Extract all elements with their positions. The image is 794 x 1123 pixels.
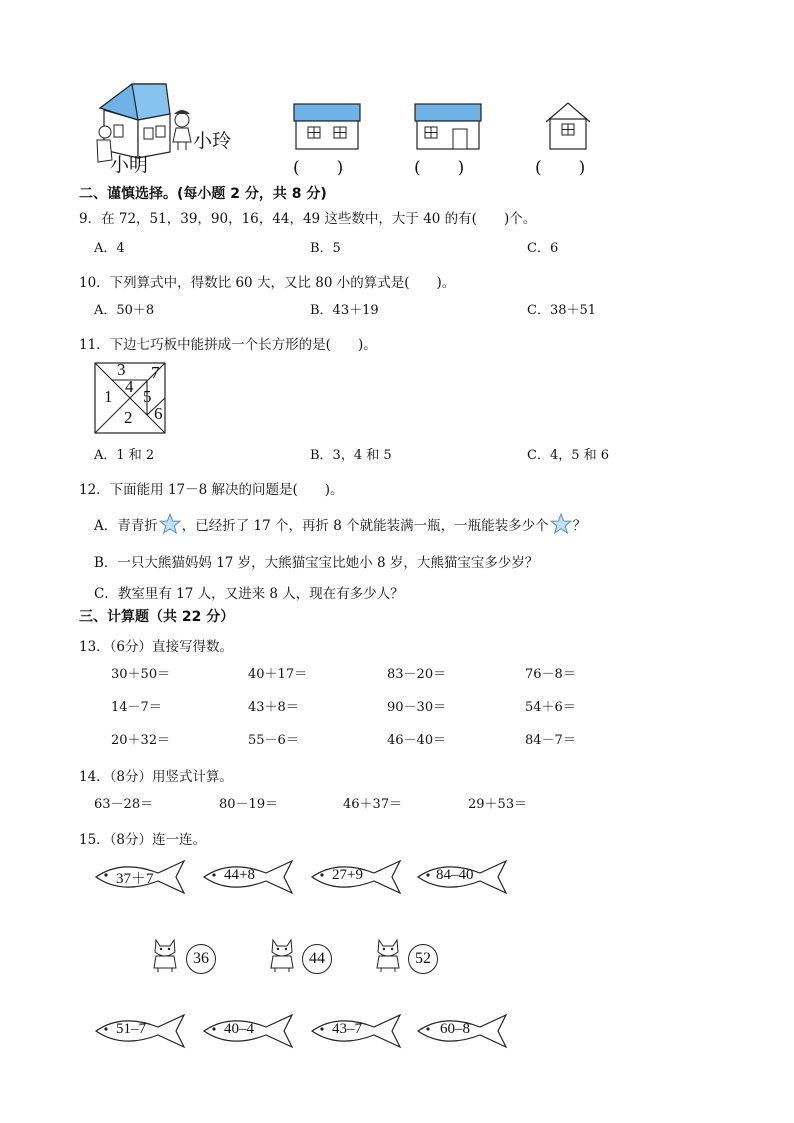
q14-item: 29＋53＝ [468,797,528,812]
fish-card[interactable] [414,855,510,897]
q14-item: 80－19＝ [219,797,279,812]
fish-card[interactable] [414,1009,510,1051]
answer-blank-2[interactable]: ( ) [414,158,466,178]
fish-expression: 43–7 [332,1021,362,1037]
cat-number-circle: 52 [408,944,438,974]
section-heading-choice: 二、谨慎选择。(每小题 2 分，共 8 分) [79,186,327,202]
cat-card[interactable] [265,934,337,974]
q13-item: 76－8＝ [525,667,576,682]
house-view-3 [543,100,593,156]
tangram-piece-4: 4 [125,377,134,396]
q14-item: 46＋37＝ [343,797,403,812]
cat-number-circle: 44 [302,944,332,974]
star-icon [550,513,572,535]
fish-expression: 60–8 [440,1021,470,1037]
q11-option-c[interactable]: C．4，5 和 6 [527,448,610,463]
q13-item: 90－30＝ [387,700,447,715]
q10-option-b[interactable]: B．43＋19 [310,303,379,318]
cat-icon [265,934,301,974]
fish-expression: 27+9 [332,867,363,883]
q13-item: 20＋32＝ [111,733,171,748]
question-10: 10．下列算式中，得数比 60 大，又比 80 小的算式是( )。 [79,275,456,291]
kid-name-xiaoling: 小玲 [193,130,232,152]
tangram-piece-3: 3 [117,360,126,379]
q13-item: 46－40＝ [387,733,447,748]
question-14: 14．（8分）用竖式计算。 [79,769,234,785]
answer-blank-3[interactable]: ( ) [535,158,587,178]
house-view-2 [413,102,483,156]
fish-card[interactable] [308,1009,404,1051]
question-11: 11．下边七巧板中能拼成一个长方形的是( )。 [79,337,377,353]
q13-item: 55－6＝ [248,733,299,748]
cat-icon [148,934,184,974]
fish-expression: 40–4 [224,1021,254,1037]
kid-name-xiaoming: 小明 [110,154,149,176]
cat-icon [371,934,407,974]
q13-item: 83－20＝ [387,667,447,682]
q12-option-a[interactable] [94,513,586,535]
q9-option-c[interactable]: C．6 [527,241,559,256]
q13-item: 40＋17＝ [248,667,308,682]
question-12: 12．下面能用 17－8 解决的问题是( )。 [79,482,344,498]
q13-item: 84－7＝ [525,733,576,748]
house-view-1 [292,102,362,156]
q10-option-c[interactable]: C．38＋51 [527,303,597,318]
question-13: 13．（6分）直接写得数。 [79,639,234,655]
q12-option-b[interactable]: B．一只大熊猫妈妈 17 岁，大熊猫宝宝比她小 8 岁，大熊猫宝宝多少岁？ [94,555,539,571]
q13-item: 43＋8＝ [248,700,299,715]
tangram-figure [94,362,166,434]
q11-option-b[interactable]: B．3，4 和 5 [310,448,392,463]
tangram-piece-5: 5 [143,387,152,406]
q10-option-a[interactable]: A．50＋8 [94,303,155,318]
q12-option-c[interactable]: C．教室里有 17 人，又进来 8 人，现在有多少人？ [94,586,404,602]
fish-expression: 44+8 [224,867,255,883]
fish-expression: 51–7 [116,1021,146,1037]
star-icon [159,513,181,535]
tangram-piece-7: 7 [151,363,160,382]
q13-item: 54＋6＝ [525,700,576,715]
q9-option-b[interactable]: B．5 [310,241,341,256]
fish-expression: 84–40 [436,867,474,883]
q13-item: 30＋50＝ [111,667,171,682]
tangram-piece-6: 6 [154,404,163,423]
q14-item: 63－28＝ [94,797,154,812]
q12-option-a-text-3: ？ [572,518,587,534]
q9-option-a[interactable]: A．4 [94,241,125,256]
tangram-piece-1: 1 [104,387,113,406]
fish-card[interactable] [200,1009,296,1051]
fish-card[interactable] [200,855,296,897]
q13-item: 14－7＝ [111,700,162,715]
fish-card[interactable] [92,1009,188,1051]
fish-expression: 37＋7 [116,871,154,887]
q11-option-a[interactable]: A．1 和 2 [94,448,155,463]
question-15: 15．（8分）连一连。 [79,832,207,848]
tangram-piece-2: 2 [124,408,133,427]
cat-card[interactable] [371,934,443,974]
q12-option-a-text-1: A．青青折 [94,518,158,534]
cat-card[interactable] [148,934,220,974]
fish-card[interactable] [308,855,404,897]
q12-option-a-text-2: ，已经折了 17 个，再折 8 个就能装满一瓶，一瓶能装多少个 [181,518,549,534]
question-9: 9．在 72，51，39，90，16，44，49 这些数中，大于 40 的有( )个。 [79,211,537,227]
section-heading-calc: 三、计算题（共 22 分） [79,609,235,625]
cat-number-circle: 36 [186,944,216,974]
fish-card[interactable] [92,855,188,897]
answer-blank-1[interactable]: ( ) [293,158,345,178]
